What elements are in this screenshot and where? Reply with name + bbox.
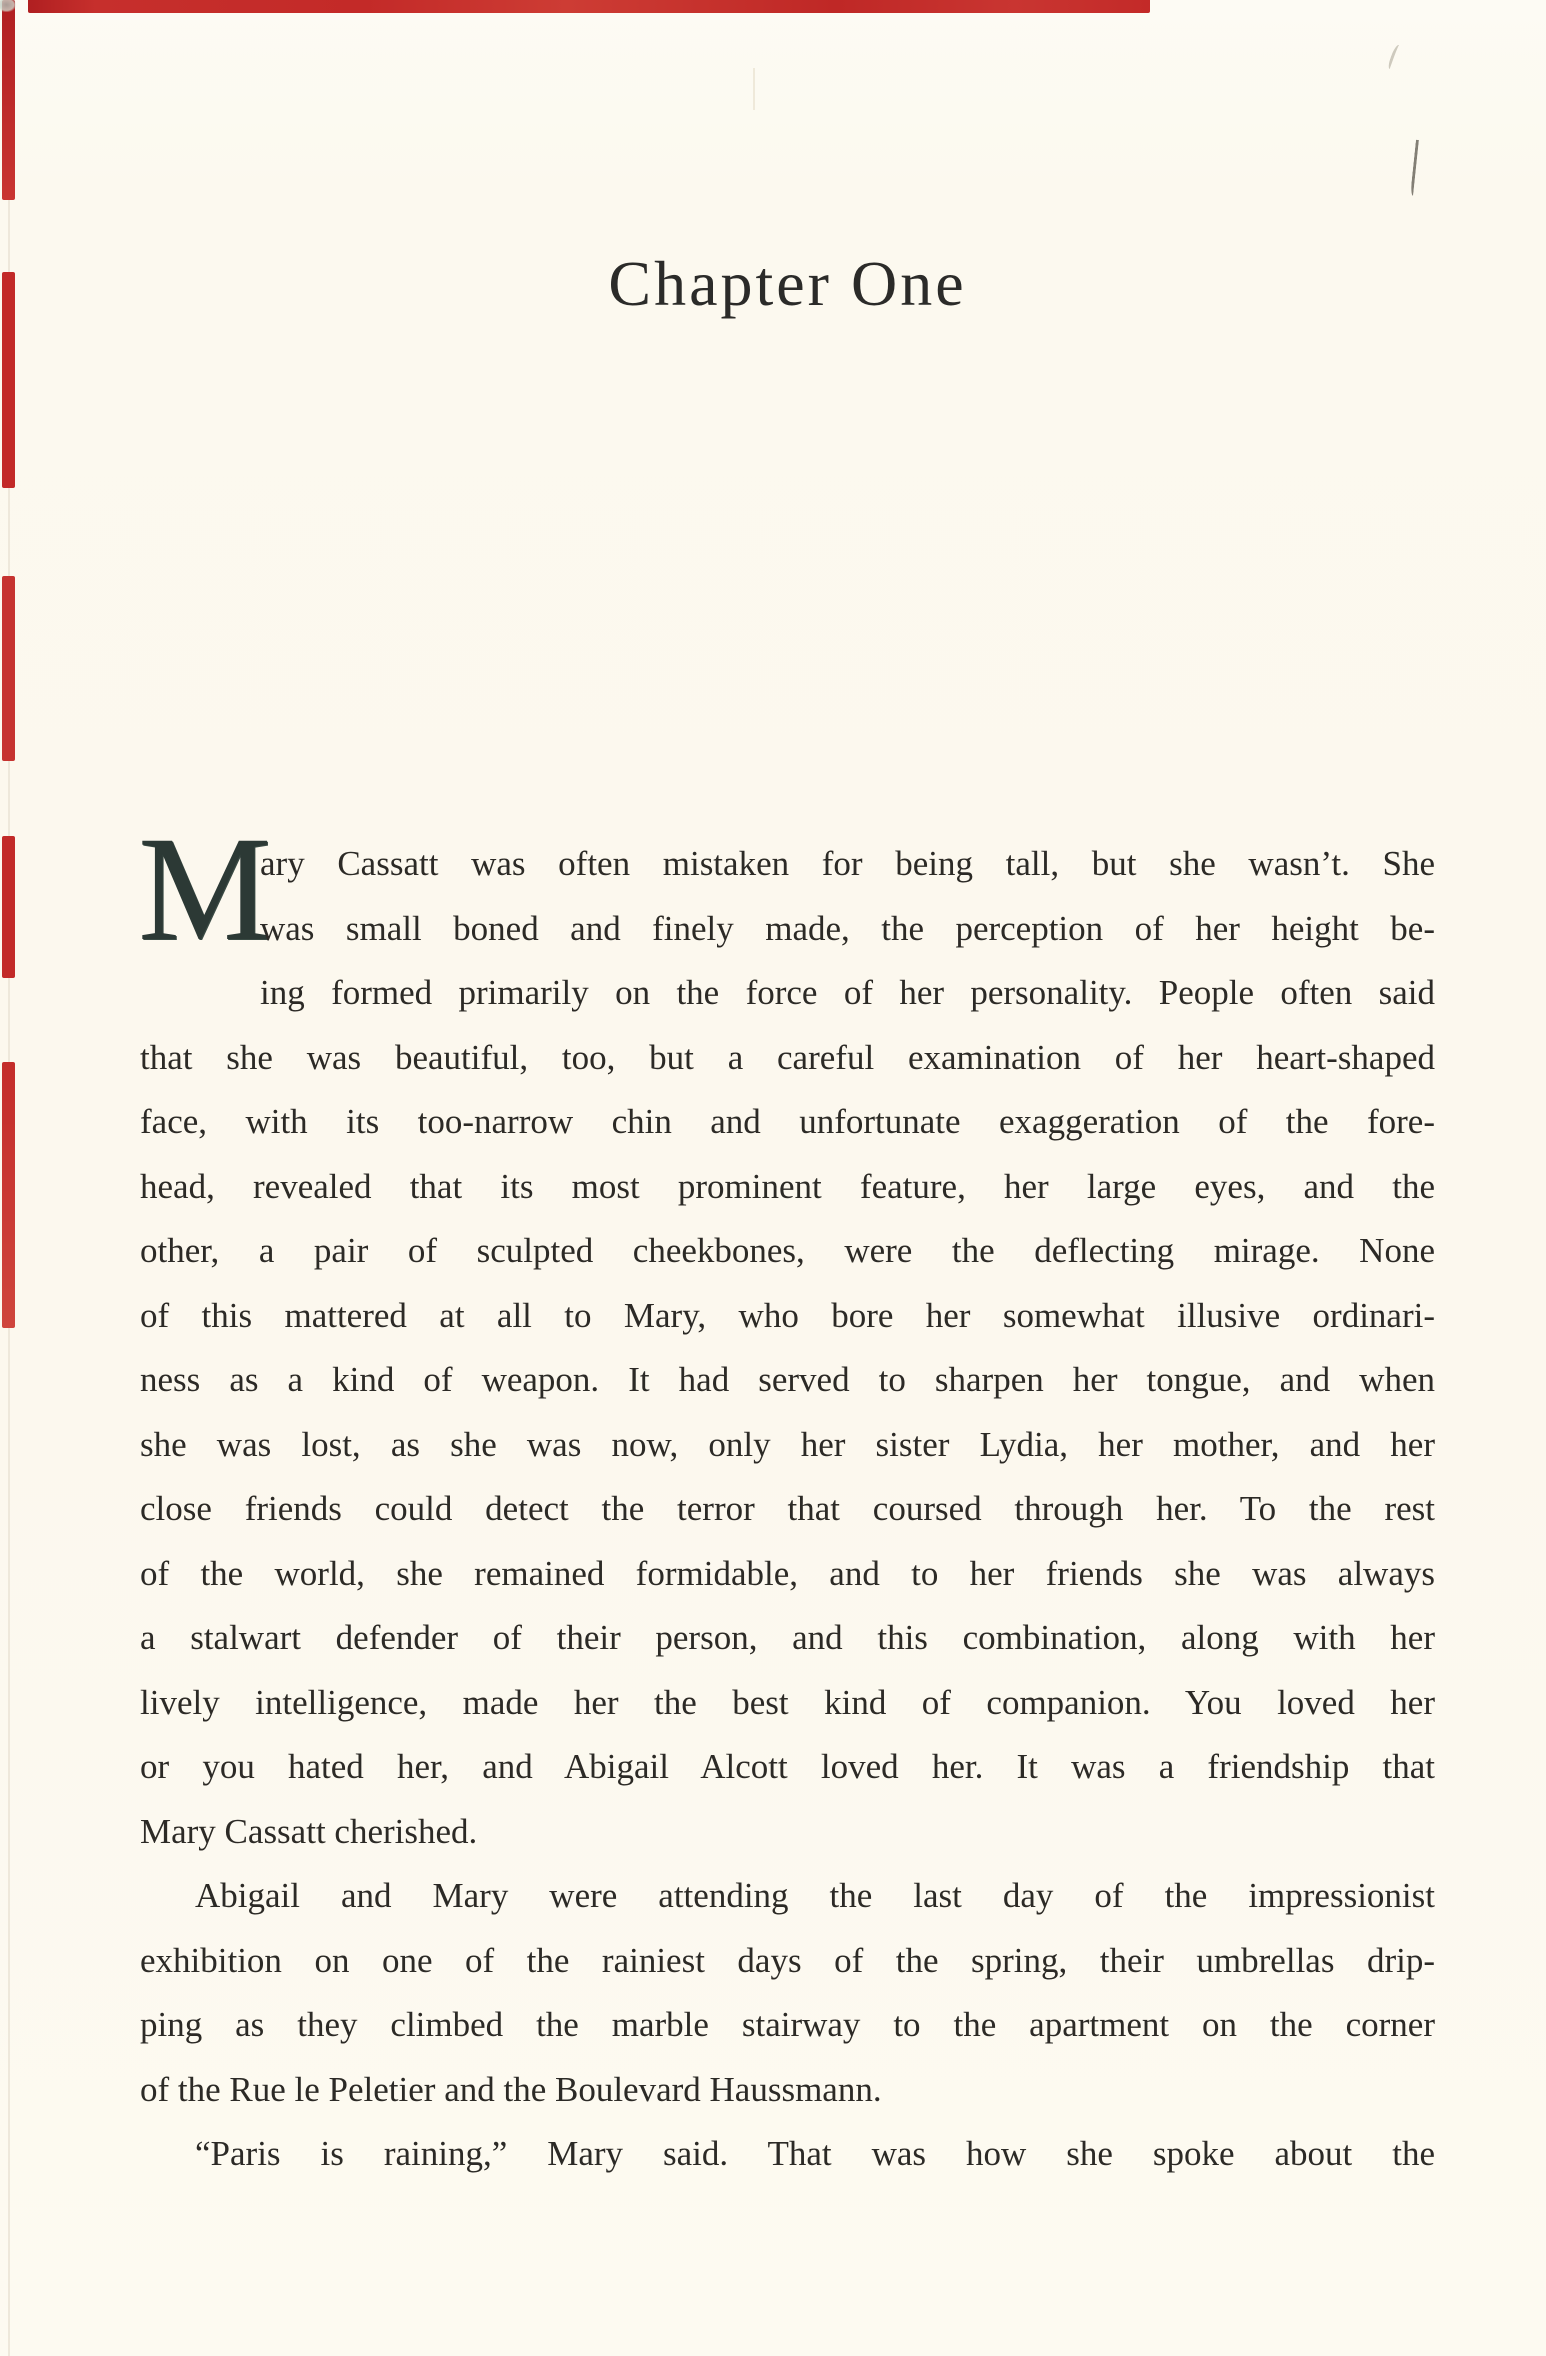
text-line: was small boned and finely made, the perception of her height be- xyxy=(260,908,1435,948)
red-book-edge-left-dash xyxy=(2,836,15,978)
text-line: head, revealed that its most prominent feature, her large eyes, and the xyxy=(140,1166,1435,1206)
text-line: ness as a kind of weapon. It had served to sharpen her tongue, and when xyxy=(140,1360,1435,1399)
text-line: “Paris is raining,” Mary said. That was how she spoke about the xyxy=(195,2134,1435,2173)
text-line-content: ary Cassatt was often mistaken for being tall, but she wasn’t. She xyxy=(260,844,1435,883)
text-line: that she was beautiful, too, but a careful examination of her heart-shaped xyxy=(140,1037,1435,1077)
text-line: a stalwart defender of their person, and this combination, along with her xyxy=(140,1618,1435,1657)
text-line: of the world, she remained formidable, and to her friends she was always xyxy=(140,1553,1435,1593)
scan-speck xyxy=(0,0,16,12)
red-book-edge-left-dash xyxy=(2,0,15,200)
text-line: of the Rue le Peletier and the Boulevard Haussmann. xyxy=(140,2069,882,2109)
text-line: lively intelligence, made her the best kind of companion. You loved her xyxy=(140,1682,1435,1722)
text-line: Abigail and Mary were attending the last day of the impressionist xyxy=(195,1876,1435,1915)
paragraph xyxy=(140,2122,1435,2187)
red-book-edge-left-dash xyxy=(2,1062,15,1328)
text-line: exhibition on one of the rainiest days of the spring, their umbrellas drip- xyxy=(140,1940,1435,1980)
text-line: or you hated her, and Abigail Alcott loved her. It was a friendship that xyxy=(140,1747,1435,1786)
text-line: she was lost, as she was now, only her sister Lydia, her mother, and her xyxy=(140,1424,1435,1464)
text-line: Mary Cassatt cherished. xyxy=(140,1811,478,1851)
text-line: close friends could detect the terror that coursed through her. To the rest xyxy=(140,1489,1435,1528)
paragraph xyxy=(138,806,1435,1864)
text-line: ing formed primarily on the force of her personality. People often said xyxy=(260,973,1435,1012)
scan-crease xyxy=(753,68,755,110)
red-book-edge-left-dash xyxy=(2,272,15,488)
text-line: other, a pair of sculpted cheekbones, were the deflecting mirage. None xyxy=(140,1231,1435,1270)
paragraph xyxy=(140,1864,1435,2122)
text-line: of this mattered at all to Mary, who bore her somewhat illusive ordinari- xyxy=(140,1295,1435,1335)
drop-cap: M xyxy=(138,806,272,972)
chapter-title: Chapter One xyxy=(608,248,967,319)
red-book-edge-top xyxy=(28,0,1150,13)
text-line: face, with its too-narrow chin and unfortunate exaggeration of the fore- xyxy=(140,1102,1435,1141)
body-text xyxy=(138,806,1435,2187)
red-book-edge-left-dash xyxy=(2,576,15,761)
text-line: ping as they climbed the marble stairway to the apartment on the corner xyxy=(140,2005,1435,2044)
